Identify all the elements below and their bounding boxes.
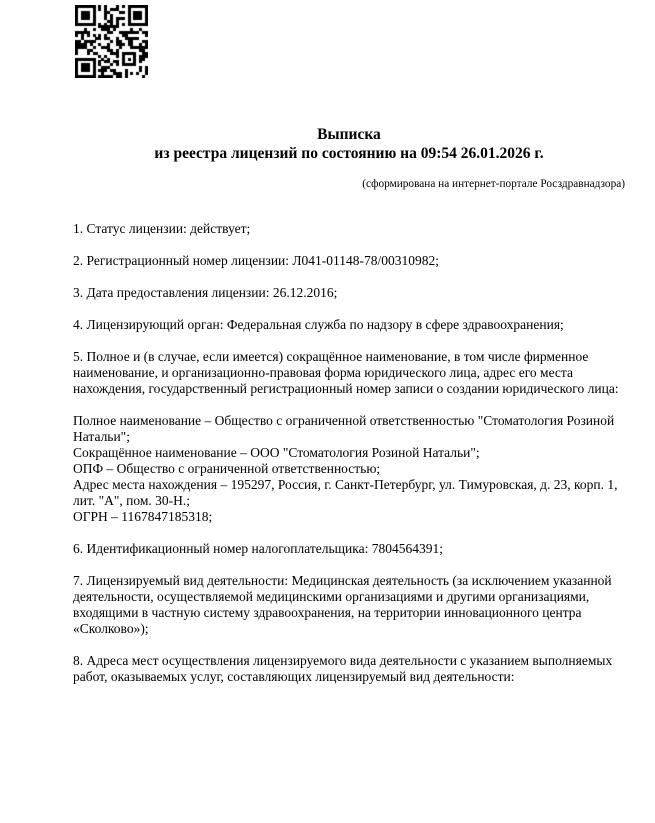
document-title-line1: Выписка — [317, 126, 381, 143]
formed-on-portal-note: (сформирована на интернет-портале Росздравнадзора) — [362, 178, 625, 190]
org-short-name: Сокращённое наименование – ООО "Стоматология Розиной Натальи"; — [73, 445, 480, 460]
qr-code — [75, 5, 148, 78]
org-full-name: Полное наименование – Общество с ограниченной ответственностью "Стоматология Розиной Натальи"; — [73, 413, 615, 444]
licensed-activity: 7. Лицензируемый вид деятельности: Медицинская деятельность (за исключением указанной деятельности, осуществляемой медицинскими организациями и другими организациями, входящими в частную систему здравоохранения, на территории инновационного центра «Сколково»); — [73, 573, 612, 636]
org-ogrn: ОГРН – 1167847185318; — [73, 509, 213, 524]
qr-code-image — [75, 5, 148, 78]
licensing-authority: 4. Лицензирующий орган: Федеральная служба по надзору в сфере здравоохранения; — [73, 317, 564, 332]
org-opf: ОПФ – Общество с ограниченной ответственностью; — [73, 461, 381, 476]
org-address: Адрес места нахождения – 195297, Россия, г. Санкт-Петербург, ул. Тимуровская, д. 23, корп. 1, лит. "А", пом. 30-Н.; — [73, 477, 618, 508]
taxpayer-inn: 6. Идентификационный номер налогоплательщика: 7804564391; — [73, 541, 443, 556]
license-reg-number: 2. Регистрационный номер лицензии: Л041-01148-78/00310982; — [73, 253, 440, 268]
org-details-block — [73, 413, 625, 525]
activity-addresses-intro: 8. Адреса мест осуществления лицензируемого вида деятельности с указанием выполняемых работ, оказываемых услуг, составляющих лицензируемый вид деятельности: — [73, 653, 613, 684]
org-name-intro: 5. Полное и (в случае, если имеется) сокращённое наименование, в том числе фирменное наименование, и организационно-правовая форма юридического лица, адрес его места нахождения, государственный регистрационный номер записи о создании юридического лица: — [73, 349, 619, 396]
document-title — [73, 125, 625, 163]
document-title-line2: из реестра лицензий по состоянию на 09:54 26.01.2026 г. — [154, 145, 544, 162]
document-body — [73, 221, 625, 701]
license-grant-date: 3. Дата предоставления лицензии: 26.12.2016; — [73, 285, 338, 300]
license-status: 1. Статус лицензии: действует; — [73, 221, 251, 236]
